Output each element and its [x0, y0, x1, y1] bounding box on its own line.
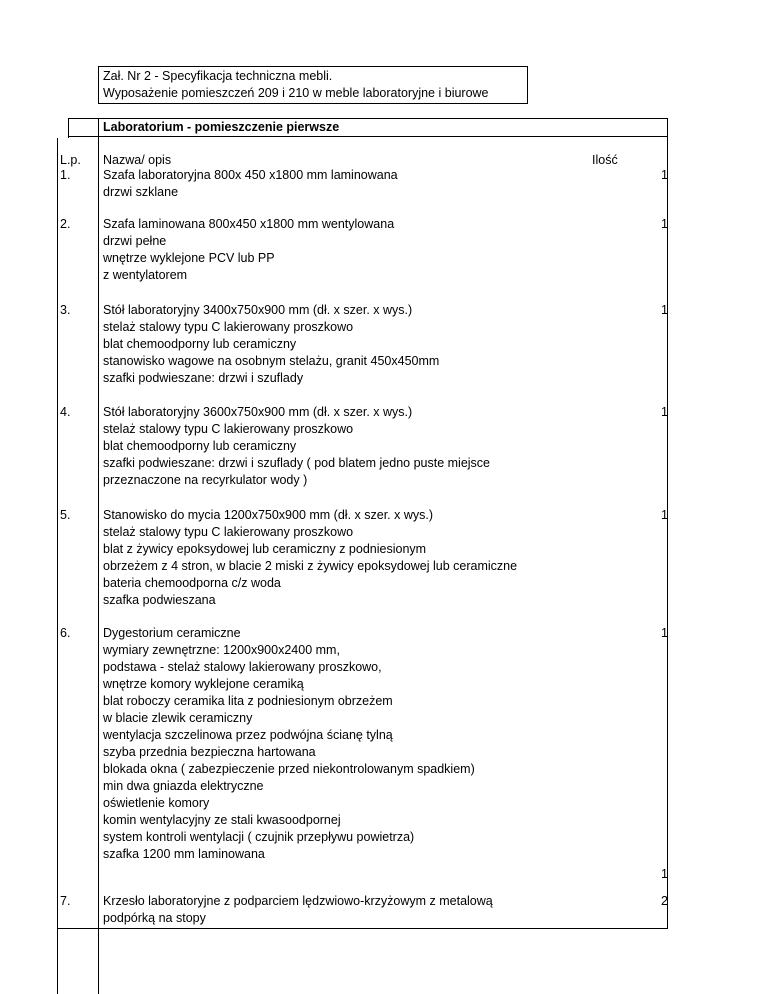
item-quantity: 1	[661, 508, 668, 522]
item-line: stelaż stalowy typu C lakierowany proszkowo	[103, 525, 354, 539]
item-line: podstawa - stelaż stalowy lakierowany proszkowo,	[103, 660, 382, 674]
item-quantity: 1	[661, 405, 668, 419]
lp-column-divider	[98, 118, 99, 994]
item-line: blokada okna ( zabezpieczenie przed niekontrolowanym spadkiem)	[103, 762, 475, 776]
table-left-border	[57, 138, 58, 994]
section-title: Laboratorium - pomieszczenie pierwsze	[103, 120, 340, 134]
item-description	[103, 893, 493, 927]
column-header-lp: L.p.	[60, 153, 81, 167]
item-line: stanowisko wagowe na osobnym stelażu, granit 450x450mm	[103, 354, 440, 368]
item-extra-quantity: 1	[661, 867, 668, 881]
table-bottom-rule	[57, 928, 668, 929]
item-line: blat z żywicy epoksydowej lub ceramiczny z podniesionym	[103, 542, 427, 556]
item-quantity: 1	[661, 217, 668, 231]
item-line: Szafa laminowana 800x450 x1800 mm wentylowana	[103, 217, 395, 231]
item-line: system kontroli wentylacji ( czujnik przepływu powietrza)	[103, 830, 415, 844]
item-line: drzwi szklane	[103, 185, 179, 199]
item-line: blat chemoodporny lub ceramiczny	[103, 337, 297, 351]
item-quantity: 1	[661, 168, 668, 182]
item-number: 5.	[60, 508, 71, 522]
item-description	[103, 507, 517, 609]
item-line: w blacie zlewik ceramiczny	[103, 711, 253, 725]
item-line: szafki podwieszane: drzwi i szuflady	[103, 371, 304, 385]
item-quantity: 1	[661, 626, 668, 640]
item-number: 1.	[60, 168, 71, 182]
item-number: 6.	[60, 626, 71, 640]
item-quantity: 1	[661, 303, 668, 317]
item-number: 4.	[60, 405, 71, 419]
item-line: stelaż stalowy typu C lakierowany proszkowo	[103, 422, 354, 436]
item-line: Stół laboratoryjny 3600x750x900 mm (dł. x szer. x wys.)	[103, 405, 413, 419]
item-line: blat chemoodporny lub ceramiczny	[103, 439, 297, 453]
item-number: 7.	[60, 894, 71, 908]
item-description	[103, 167, 398, 201]
column-header-qty: Ilość	[592, 153, 618, 167]
item-line: Dygestorium ceramiczne	[103, 626, 241, 640]
item-line: bateria chemoodporna c/z woda	[103, 576, 281, 590]
item-line: przeznaczone na recyrkulator wody )	[103, 473, 308, 487]
item-line: szafki podwieszane: drzwi i szuflady ( pod blatem jedno puste miejsce	[103, 456, 490, 470]
item-line: obrzeżem z 4 stron, w blacie 2 miski z żywicy epoksydowej lub ceramiczne	[103, 559, 518, 573]
item-line: podpórką na stopy	[103, 911, 206, 925]
item-description	[103, 625, 475, 863]
item-description	[103, 302, 439, 387]
item-line: Krzesło laboratoryjne z podparciem lędzwiowo-krzyżowym z metalową	[103, 894, 493, 908]
item-line: drzwi pełne	[103, 234, 167, 248]
item-line: komin wentylacyjny ze stali kwasoodpornej	[103, 813, 341, 827]
item-line: min dwa gniazda elektryczne	[103, 779, 264, 793]
table-left-border-top	[68, 118, 69, 138]
item-line: oświetlenie komory	[103, 796, 210, 810]
item-number: 2.	[60, 217, 71, 231]
column-header-name: Nazwa/ opis	[103, 153, 172, 167]
item-line: Stanowisko do mycia 1200x750x900 mm (dł. x szer. x wys.)	[103, 508, 433, 522]
item-line: wnętrze wyklejone PCV lub PP	[103, 251, 275, 265]
item-line: szafka 1200 mm laminowana	[103, 847, 265, 861]
section-title-bottom-border	[68, 136, 668, 137]
item-line: wymiary zewnętrzne: 1200x900x2400 mm,	[103, 643, 340, 657]
item-line: wentylacja szczelinowa przez podwójna ścianę tylną	[103, 728, 393, 742]
item-line: wnętrze komory wyklejone ceramiką	[103, 677, 304, 691]
item-description	[103, 216, 394, 284]
item-number: 3.	[60, 303, 71, 317]
item-line: z wentylatorem	[103, 268, 188, 282]
header-line-1: Zał. Nr 2 - Specyfikacja techniczna mebli.	[103, 69, 333, 83]
item-description	[103, 404, 490, 489]
header-line-2: Wyposażenie pomieszczeń 209 i 210 w meble laboratoryjne i biurowe	[103, 86, 489, 100]
item-quantity: 2	[661, 894, 668, 908]
item-line: stelaż stalowy typu C lakierowany proszkowo	[103, 320, 354, 334]
item-line: Stół laboratoryjny 3400x750x900 mm (dł. x szer. x wys.)	[103, 303, 413, 317]
item-line: szyba przednia bezpieczna hartowana	[103, 745, 316, 759]
item-line: szafka podwieszana	[103, 593, 216, 607]
item-line: Szafa laboratoryjna 800x 450 x1800 mm laminowana	[103, 168, 398, 182]
item-line: blat roboczy ceramika lita z podniesionym obrzeżem	[103, 694, 393, 708]
